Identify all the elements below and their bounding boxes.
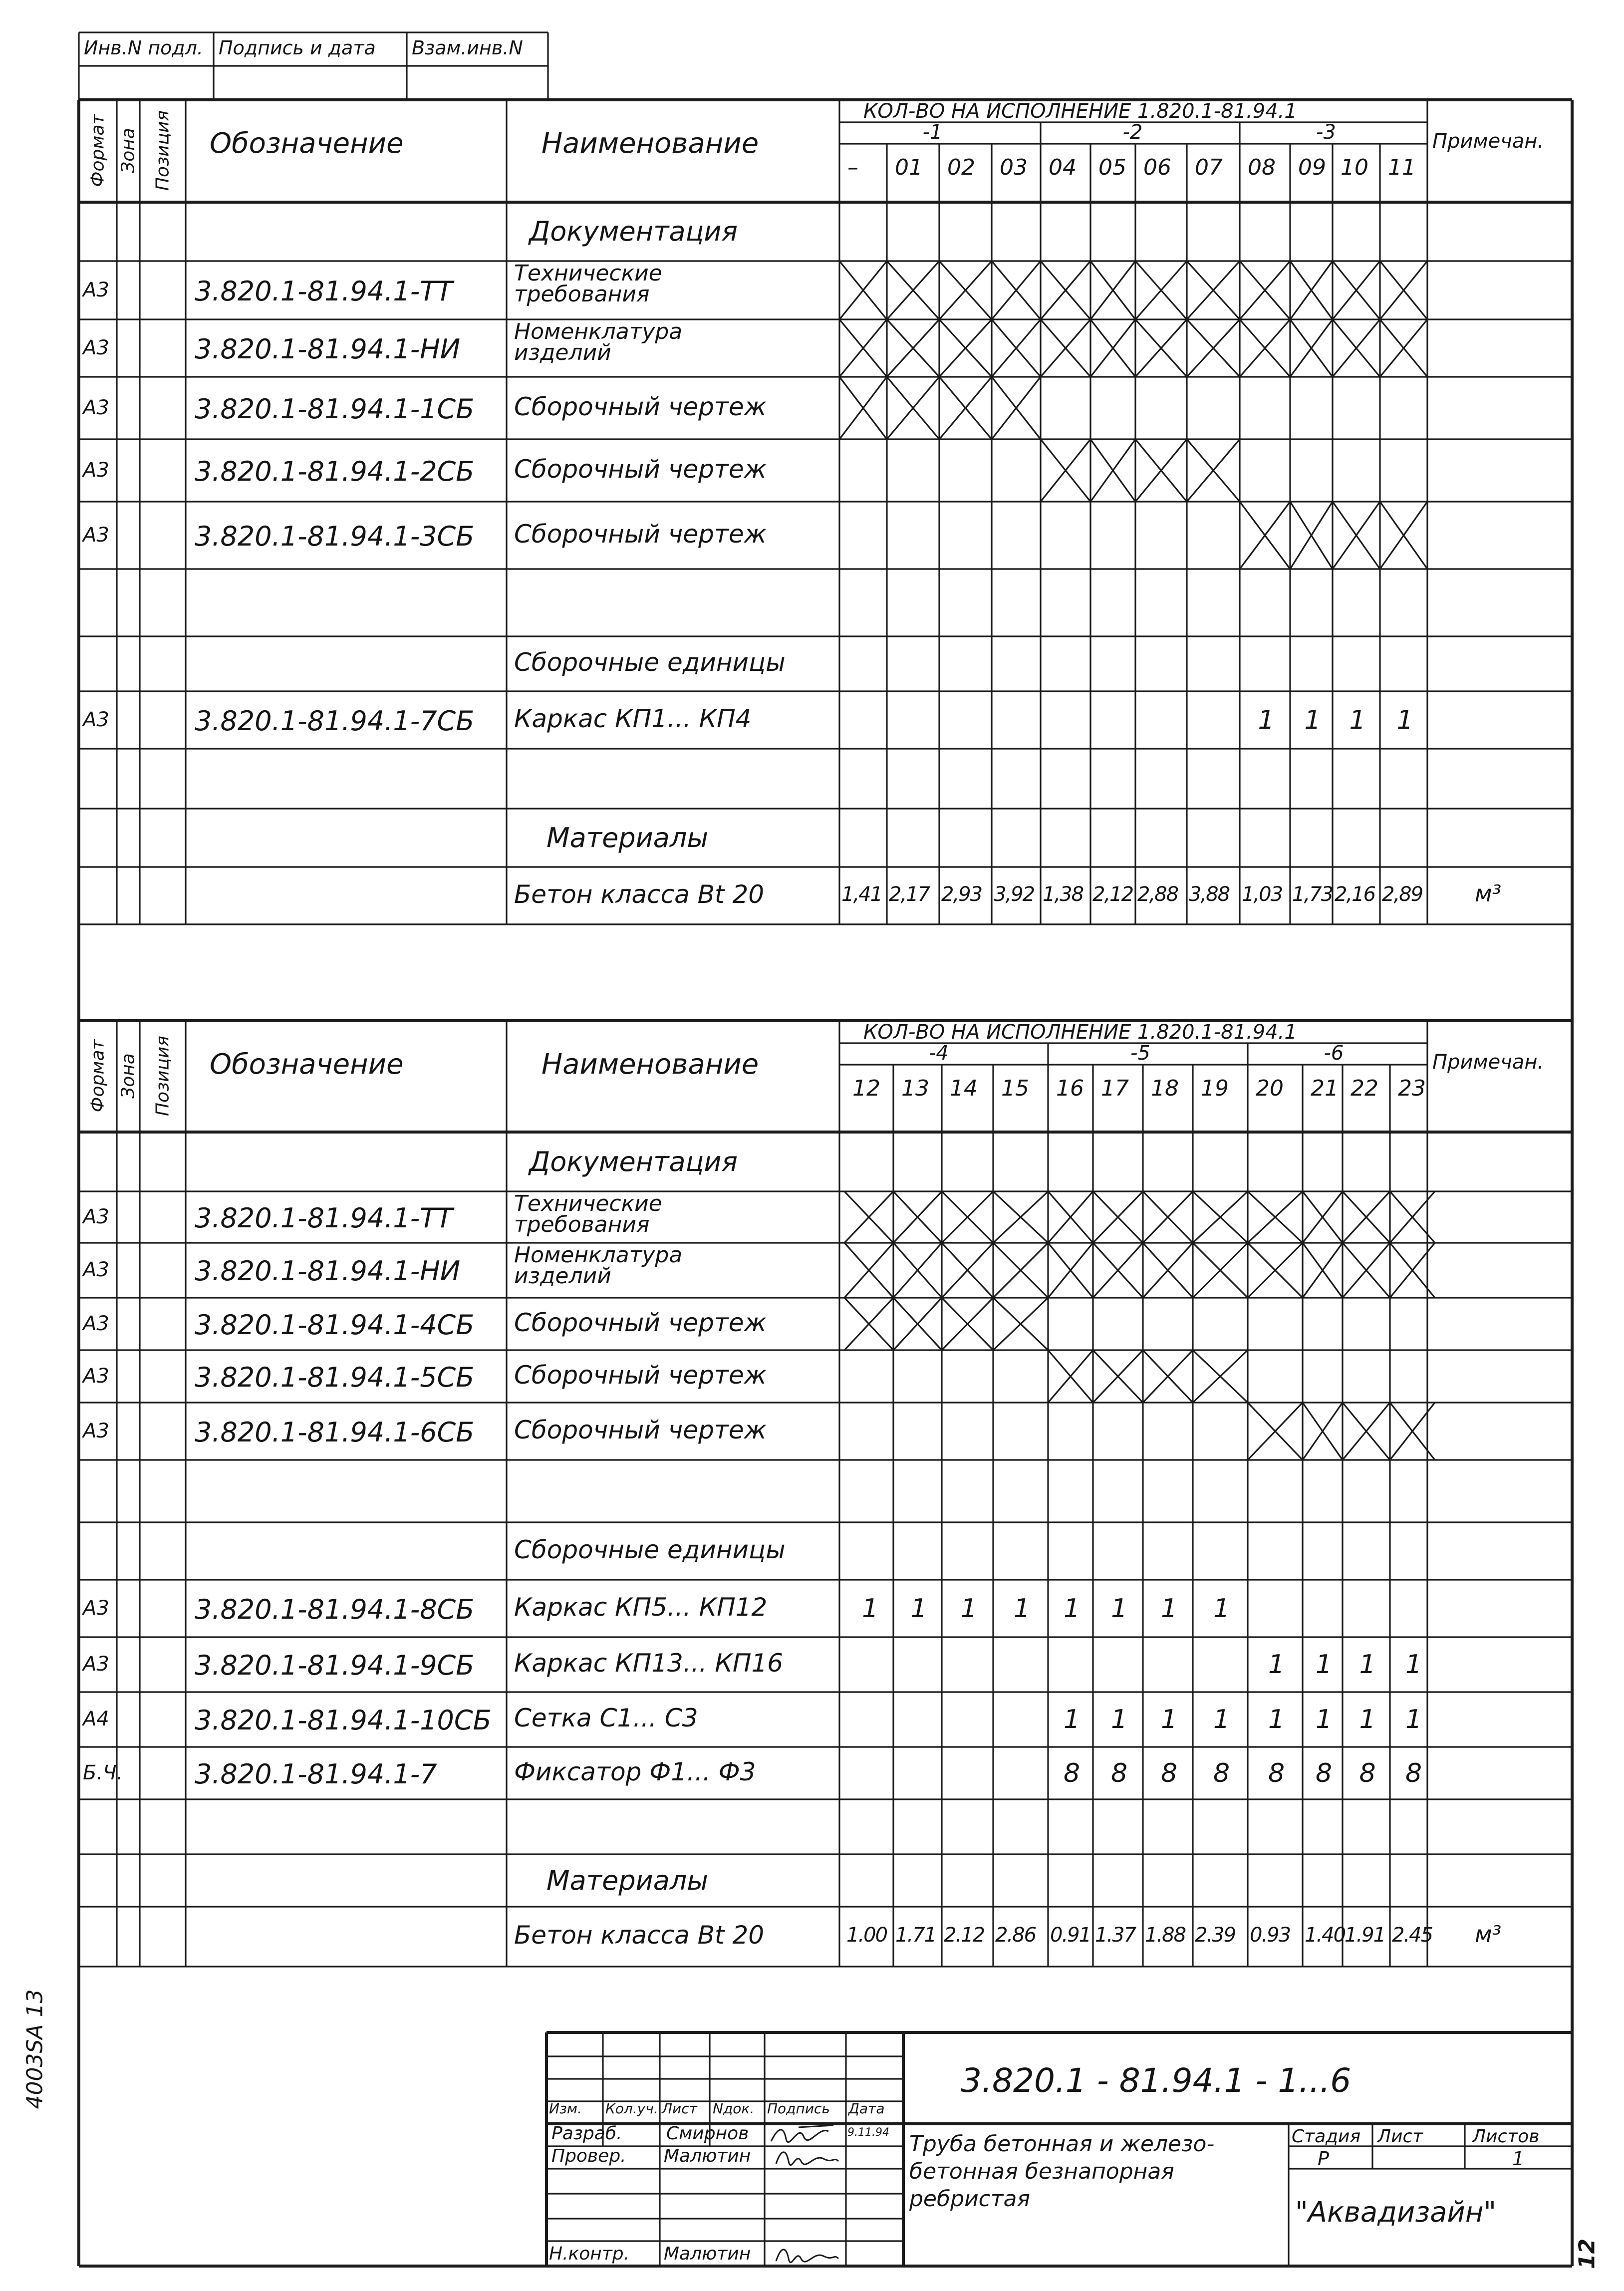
table2-row-2-format: A3 bbox=[83, 1258, 109, 1281]
archive-number: 4003SA 13 bbox=[22, 1989, 48, 2109]
table2-row-5-name: Сборочный чертеж bbox=[514, 1415, 767, 1444]
table1-row-2-designation: 3.820.1-81.94.1-НИ bbox=[195, 333, 461, 365]
table1-group-1: -2 bbox=[1122, 121, 1143, 144]
table2-row-8-value-3: 1 bbox=[1014, 1593, 1031, 1624]
table1-row-8-value-8: 1 bbox=[1258, 705, 1275, 735]
tb-role-developer: Разраб. bbox=[551, 2123, 622, 2144]
table1-row-11-value-3: 3,92 bbox=[994, 882, 1035, 906]
table2-row-10-value-9: 1 bbox=[1316, 1705, 1333, 1734]
table2-row-14-value-5: 1.37 bbox=[1095, 1924, 1136, 1947]
tb-sheet-label: Лист bbox=[1377, 2126, 1423, 2147]
table2-row-10-value-10: 1 bbox=[1359, 1705, 1376, 1734]
table2-row-5-designation: 3.820.1-81.94.1-6СБ bbox=[195, 1416, 475, 1448]
table2-row-14-value-10: 1.91 bbox=[1345, 1924, 1385, 1947]
table2-row-11-value-4: 8 bbox=[1064, 1758, 1081, 1788]
table1-row-4-format: A3 bbox=[83, 458, 109, 482]
table1-col-11: 11 bbox=[1388, 155, 1416, 180]
signature-smirnov bbox=[769, 2121, 843, 2146]
tb-sheets-value: 1 bbox=[1512, 2148, 1525, 2170]
table2-row-10-designation: 3.820.1-81.94.1-10СБ bbox=[195, 1705, 492, 1736]
table1-row-0-name: Документация bbox=[529, 216, 738, 247]
signature-malyutin-2 bbox=[774, 2244, 843, 2266]
table1-row-10-name: Материалы bbox=[546, 822, 708, 854]
table2-row-8-value-4: 1 bbox=[1064, 1593, 1081, 1624]
table1-group-0: -1 bbox=[922, 121, 943, 144]
table2-row-10-value-5: 1 bbox=[1111, 1705, 1128, 1734]
table2-row-11-value-9: 8 bbox=[1316, 1758, 1333, 1788]
table2-group-2: -6 bbox=[1324, 1042, 1344, 1065]
table2-group-1: -5 bbox=[1130, 1042, 1150, 1065]
table2-row-14-value-7: 2.39 bbox=[1195, 1924, 1236, 1947]
table2-col-7: 19 bbox=[1201, 1076, 1229, 1101]
table2-row-14-note: м³ bbox=[1475, 1921, 1502, 1948]
table2-row-14-value-1: 1.71 bbox=[895, 1924, 936, 1947]
table2-row-9-format: A3 bbox=[83, 1653, 109, 1676]
table2-row-14-value-11: 2.45 bbox=[1392, 1924, 1433, 1947]
table2-col-10: 22 bbox=[1351, 1076, 1378, 1101]
tb-company: "Аквадизайн" bbox=[1295, 2196, 1497, 2229]
tb-header-koluch: Кол.уч. bbox=[605, 2100, 658, 2117]
table2-row-10-format: A4 bbox=[83, 1708, 109, 1730]
table2-row-8-value-7: 1 bbox=[1213, 1593, 1230, 1624]
table1-row-1-designation: 3.820.1-81.94.1-ТТ bbox=[195, 275, 453, 307]
table1-row-11-value-10: 2,16 bbox=[1335, 882, 1375, 906]
table2-row-11-name: Фиксатор Ф1... Ф3 bbox=[514, 1757, 756, 1786]
table2-row-14-value-4: 0.91 bbox=[1050, 1924, 1091, 1947]
table2-row-5-format: A3 bbox=[83, 1419, 109, 1442]
table1-header-position: Позиция bbox=[152, 110, 173, 191]
tb-header-izm: Изм. bbox=[549, 2100, 582, 2117]
table2-col-11: 23 bbox=[1398, 1076, 1426, 1101]
table1-col-0: – bbox=[847, 155, 858, 180]
table1-col-1: 01 bbox=[895, 155, 923, 180]
table2-row-8-value-2: 1 bbox=[960, 1593, 977, 1624]
table1-col-9: 09 bbox=[1298, 155, 1326, 180]
table1-row-11-value-5: 2,12 bbox=[1092, 882, 1133, 906]
table2-header-zone: Зона bbox=[118, 1053, 139, 1099]
table1-row-2-format: A3 bbox=[83, 336, 109, 359]
table1-row-5-designation: 3.820.1-81.94.1-3СБ bbox=[195, 520, 475, 552]
table1-qty-header: КОЛ-ВО НА ИСПОЛНЕНИЕ 1.820.1-81.94.1 bbox=[863, 100, 1297, 123]
table2-row-8-format: A3 bbox=[83, 1596, 109, 1620]
tb-role-checker: Провер. bbox=[551, 2146, 626, 2166]
table2-row-8-name: Каркас КП5... КП12 bbox=[514, 1592, 768, 1622]
stamp-inv-label: Инв.N подл. bbox=[84, 37, 203, 59]
table1-col-7: 07 bbox=[1195, 155, 1223, 180]
table1-row-11-value-6: 2,88 bbox=[1137, 882, 1178, 906]
table2-col-5: 17 bbox=[1101, 1076, 1129, 1101]
table1-row-11-value-2: 2,93 bbox=[941, 882, 982, 906]
table2-row-13-name: Материалы bbox=[546, 1864, 708, 1896]
table2-row-11-value-11: 8 bbox=[1405, 1758, 1422, 1788]
stamp-replace-label: Взам.инв.N bbox=[412, 37, 523, 59]
table1-col-6: 06 bbox=[1143, 155, 1171, 180]
table2-row-14-name: Бетон класса Bt 20 bbox=[514, 1921, 765, 1950]
table1-row-8-value-9: 1 bbox=[1304, 705, 1321, 735]
tb-title-line-2: бетонная безнапорная bbox=[909, 2159, 1174, 2184]
table2-row-1-designation: 3.820.1-81.94.1-ТТ bbox=[195, 1202, 453, 1234]
table1-row-4-name: Сборочный чертеж bbox=[514, 454, 767, 484]
tb-stage-label: Стадия bbox=[1292, 2126, 1361, 2147]
table1-col-5: 05 bbox=[1098, 155, 1126, 180]
table1-row-11-value-11: 2,89 bbox=[1382, 882, 1423, 906]
table2-row-10-value-11: 1 bbox=[1405, 1705, 1422, 1734]
table1-row-8-name: Каркас КП1... КП4 bbox=[514, 704, 752, 733]
table2-row-11-value-6: 8 bbox=[1161, 1758, 1178, 1788]
table1-header-designation: Обозначение bbox=[210, 127, 404, 160]
table2-qty-header: КОЛ-ВО НА ИСПОЛНЕНИЕ 1.820.1-81.94.1 bbox=[863, 1021, 1297, 1044]
tb-header-ndok: Nдок. bbox=[713, 2100, 755, 2117]
table1-row-1-format: A3 bbox=[83, 278, 109, 301]
table2-row-14-value-3: 2.86 bbox=[995, 1924, 1036, 1947]
table1-row-11-value-0: 1,41 bbox=[841, 882, 882, 906]
table1-row-1-name: Технические требования bbox=[514, 261, 662, 307]
table2-col-2: 14 bbox=[950, 1076, 978, 1101]
table2-col-1: 13 bbox=[901, 1076, 929, 1101]
table1-col-10: 10 bbox=[1341, 155, 1368, 180]
table2-row-14-value-0: 1.00 bbox=[846, 1924, 887, 1947]
table2-row-11-designation: 3.820.1-81.94.1-7 bbox=[195, 1758, 437, 1790]
table2-row-9-designation: 3.820.1-81.94.1-9СБ bbox=[195, 1650, 475, 1681]
table1-row-8-value-10: 1 bbox=[1349, 705, 1366, 735]
tb-header-data: Дата bbox=[848, 2100, 885, 2117]
table2-row-0-name: Документация bbox=[529, 1146, 738, 1177]
table2-row-3-name: Сборочный чертеж bbox=[514, 1308, 767, 1337]
table2-row-10-name: Сетка С1... С3 bbox=[514, 1704, 698, 1732]
table2-header-designation: Обозначение bbox=[210, 1048, 404, 1081]
table2-row-9-value-10: 1 bbox=[1359, 1650, 1376, 1680]
table2-col-0: 12 bbox=[852, 1076, 880, 1101]
table1-row-3-designation: 3.820.1-81.94.1-1СБ bbox=[195, 393, 475, 425]
table2-row-8-value-5: 1 bbox=[1111, 1593, 1128, 1624]
table2-row-2-designation: 3.820.1-81.94.1-НИ bbox=[195, 1255, 461, 1287]
table1-header-note: Примечан. bbox=[1432, 130, 1544, 153]
signature-malyutin bbox=[774, 2146, 843, 2169]
table2-row-7-name: Сборочные единицы bbox=[514, 1535, 786, 1564]
tb-date-developer: 9.11.94 bbox=[847, 2126, 889, 2139]
table1-group-2: -3 bbox=[1316, 121, 1336, 144]
tb-name-checker: Малютин bbox=[664, 2146, 751, 2166]
table2-row-2-name: Номенклатура изделий bbox=[514, 1242, 683, 1289]
table2-header-format: Формат bbox=[87, 1039, 108, 1113]
table2-col-8: 20 bbox=[1256, 1076, 1284, 1101]
table1-row-4-designation: 3.820.1-81.94.1-2СБ bbox=[195, 455, 475, 487]
tb-name-normcontrol: Малютин bbox=[664, 2244, 751, 2264]
table2-row-11-value-8: 8 bbox=[1268, 1758, 1285, 1788]
table1-row-2-name: Номенклатура изделий bbox=[514, 319, 683, 365]
table2-row-14-value-2: 2.12 bbox=[944, 1924, 985, 1947]
table1-col-2: 02 bbox=[947, 155, 975, 180]
table2-row-4-designation: 3.820.1-81.94.1-5СБ bbox=[195, 1361, 475, 1393]
table2-row-11-value-10: 8 bbox=[1359, 1758, 1376, 1788]
table2-row-11-format: Б.Ч. bbox=[83, 1761, 123, 1784]
table1-header-name: Наименование bbox=[541, 127, 759, 160]
table2-row-4-name: Сборочный чертеж bbox=[514, 1360, 767, 1390]
table2-col-9: 21 bbox=[1311, 1076, 1339, 1101]
table1-row-11-value-7: 3,88 bbox=[1189, 882, 1230, 906]
table2-row-9-value-9: 1 bbox=[1316, 1650, 1333, 1680]
table1-row-8-format: A3 bbox=[83, 708, 109, 731]
table1-row-11-value-1: 2,17 bbox=[889, 882, 930, 906]
table2-row-11-value-5: 8 bbox=[1111, 1758, 1128, 1788]
table2-group-0: -4 bbox=[929, 1042, 949, 1065]
table1-row-11-value-9: 1,73 bbox=[1292, 882, 1333, 906]
tb-header-list: Лист bbox=[662, 2100, 697, 2117]
table2-row-3-designation: 3.820.1-81.94.1-4СБ bbox=[195, 1309, 475, 1341]
table2-header-position: Позиция bbox=[152, 1035, 173, 1116]
table2-row-8-value-0: 1 bbox=[862, 1593, 879, 1624]
table1-row-5-format: A3 bbox=[83, 523, 109, 547]
table1-col-8: 08 bbox=[1248, 155, 1276, 180]
table2-row-9-value-8: 1 bbox=[1268, 1650, 1285, 1680]
table1-row-7-name: Сборочные единицы bbox=[514, 648, 786, 677]
table2-header-note: Примечан. bbox=[1432, 1051, 1544, 1074]
tb-stage-value: Р bbox=[1318, 2148, 1329, 2170]
tb-title-line-3: ребристая bbox=[909, 2186, 1030, 2212]
table2-row-8-value-6: 1 bbox=[1161, 1593, 1178, 1624]
table1-row-8-designation: 3.820.1-81.94.1-7СБ bbox=[195, 705, 475, 737]
table1-row-11-note: м³ bbox=[1475, 879, 1502, 907]
table1-header-format: Формат bbox=[87, 113, 108, 187]
table1-row-8-value-11: 1 bbox=[1396, 705, 1413, 735]
tb-header-podpis: Подпись bbox=[767, 2100, 830, 2117]
table2-row-10-value-7: 1 bbox=[1213, 1705, 1230, 1734]
table1-row-3-format: A3 bbox=[83, 396, 109, 419]
table2-row-1-format: A3 bbox=[83, 1205, 109, 1228]
table2-row-8-value-1: 1 bbox=[910, 1593, 927, 1624]
table1-col-4: 04 bbox=[1049, 155, 1077, 180]
table1-row-11-name: Бетон класса Bt 20 bbox=[514, 879, 765, 909]
table2-row-10-value-6: 1 bbox=[1161, 1705, 1178, 1734]
table2-row-10-value-8: 1 bbox=[1268, 1705, 1285, 1734]
table2-row-3-format: A3 bbox=[83, 1312, 109, 1335]
tb-name-developer: Смирнов bbox=[666, 2123, 749, 2144]
table2-row-1-name: Технические требования bbox=[514, 1191, 662, 1237]
table1-header-zone: Зона bbox=[118, 127, 139, 173]
page-number: 12 bbox=[1574, 2238, 1600, 2270]
table2-row-9-name: Каркас КП13... КП16 bbox=[514, 1649, 784, 1678]
document-code: 3.820.1 - 81.94.1 - 1...6 bbox=[961, 2061, 1352, 2100]
table1-row-11-value-4: 1,38 bbox=[1043, 882, 1083, 906]
table2-row-14-value-8: 0.93 bbox=[1250, 1924, 1291, 1947]
table2-col-4: 16 bbox=[1056, 1076, 1084, 1101]
table2-row-9-value-11: 1 bbox=[1405, 1650, 1422, 1680]
table2-row-4-format: A3 bbox=[83, 1364, 109, 1388]
table2-row-14-value-9: 1.40 bbox=[1305, 1924, 1346, 1947]
table2-row-14-value-6: 1.88 bbox=[1145, 1924, 1186, 1947]
table2-header-name: Наименование bbox=[541, 1048, 759, 1081]
table2-col-6: 18 bbox=[1151, 1076, 1179, 1101]
tb-sheets-label: Листов bbox=[1472, 2126, 1540, 2147]
table1-row-5-name: Сборочный чертеж bbox=[514, 519, 767, 549]
table2-row-11-value-7: 8 bbox=[1213, 1758, 1230, 1788]
tb-role-normcontrol: Н.контр. bbox=[549, 2244, 630, 2264]
table2-row-10-value-4: 1 bbox=[1064, 1705, 1081, 1734]
table2-row-8-designation: 3.820.1-81.94.1-8СБ bbox=[195, 1593, 475, 1625]
table1-row-3-name: Сборочный чертеж bbox=[514, 392, 767, 421]
table2-col-3: 15 bbox=[1001, 1076, 1029, 1101]
stamp-signature-label: Подпись и дата bbox=[219, 37, 376, 59]
tb-title-line-1: Труба бетонная и железо- bbox=[909, 2131, 1215, 2157]
table1-col-3: 03 bbox=[1000, 155, 1028, 180]
table1-row-11-value-8: 1,03 bbox=[1242, 882, 1283, 906]
